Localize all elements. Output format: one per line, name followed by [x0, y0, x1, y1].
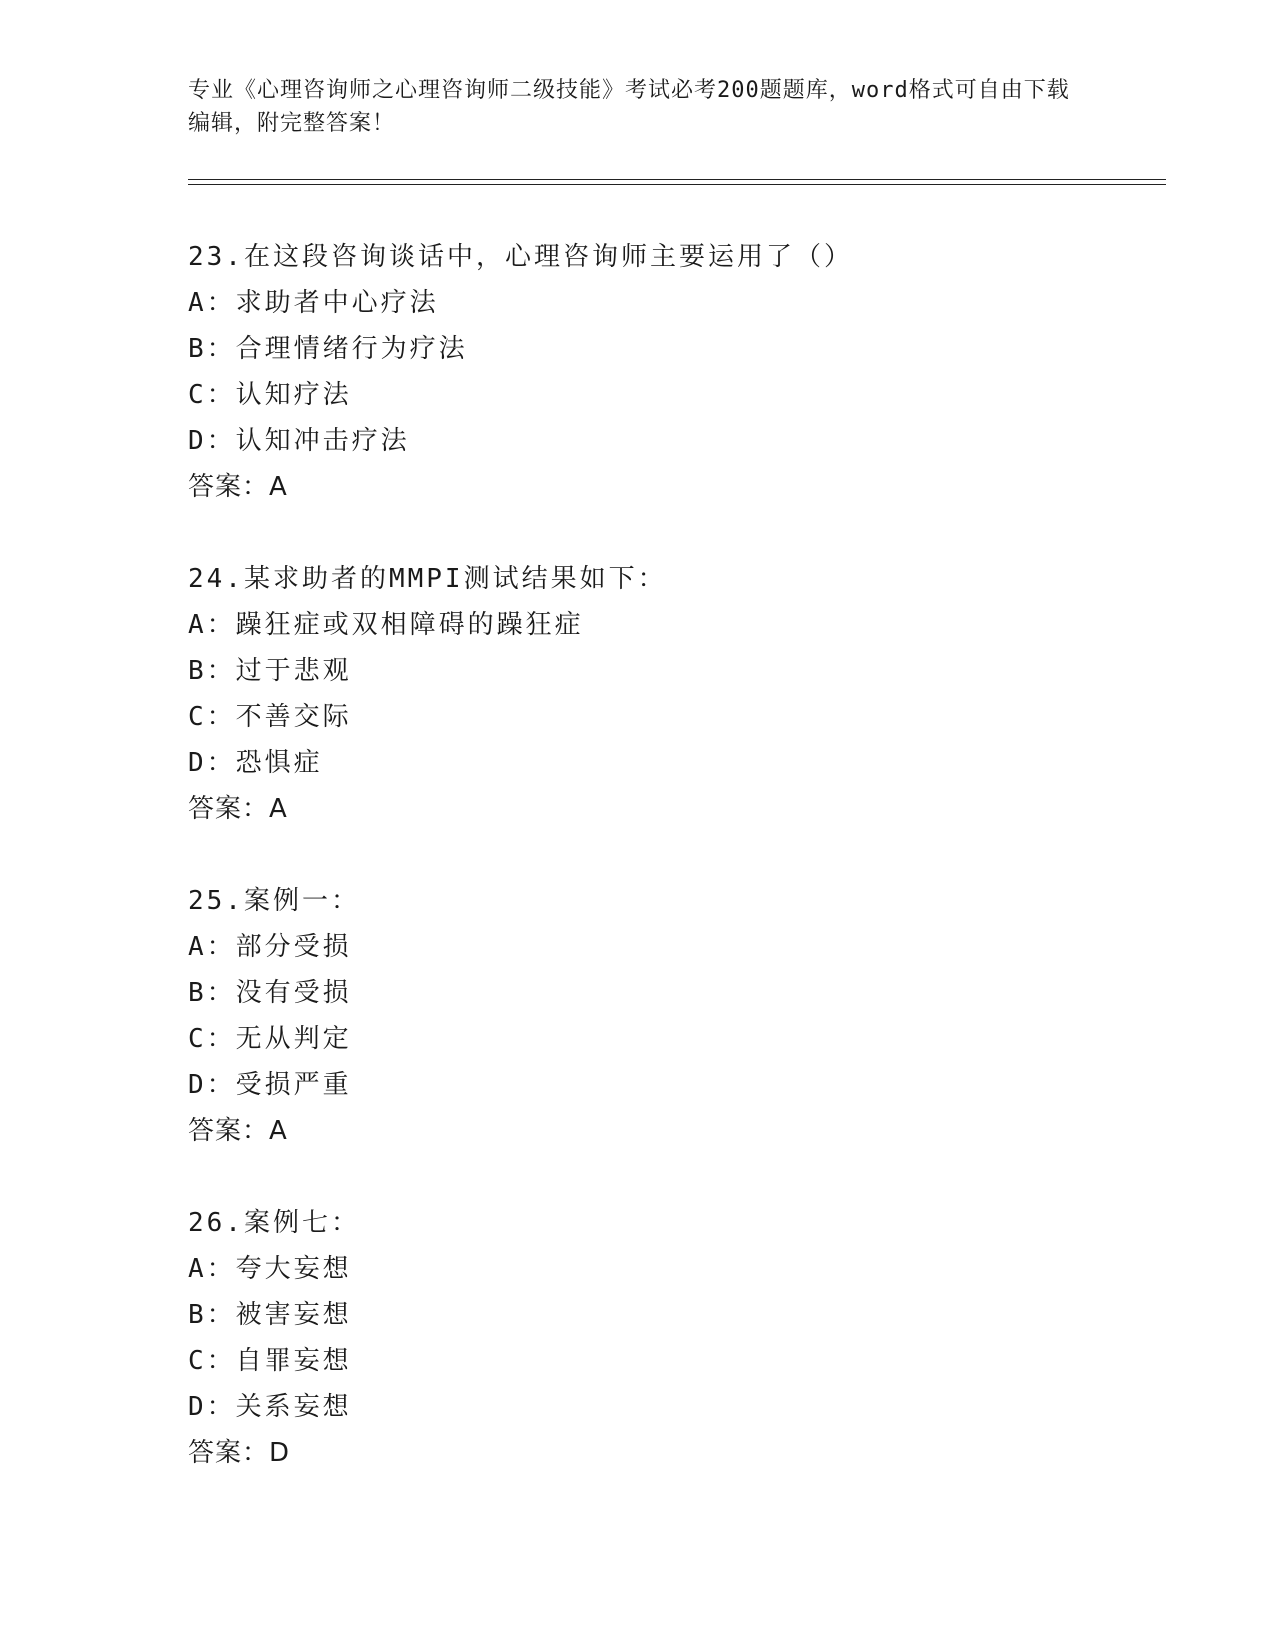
option-d: D：受损严重: [188, 1070, 352, 1100]
option-b: B：过于悲观: [188, 656, 352, 686]
document-intro: 专业《心理咨询师之心理咨询师二级技能》考试必考200题题库，word格式可自由下载编辑，附完整答案！: [188, 78, 1070, 136]
question-stem: 23.在这段咨询谈话中，心理咨询师主要运用了（）: [188, 242, 853, 272]
option-b: B：合理情绪行为疗法: [188, 334, 468, 364]
question-block: [188, 234, 853, 510]
option-a: A：求助者中心疗法: [188, 288, 439, 318]
option-c: C：不善交际: [188, 702, 352, 732]
option-c: C：无从判定: [188, 1024, 352, 1054]
option-b: B：被害妄想: [188, 1300, 352, 1330]
answer-line: 答案：D: [188, 1438, 291, 1468]
option-d: D：关系妄想: [188, 1392, 352, 1422]
option-a: A：躁狂症或双相障碍的躁狂症: [188, 610, 584, 640]
question-block: [188, 1200, 360, 1476]
option-c: C：自罪妄想: [188, 1346, 352, 1376]
answer-line: 答案：A: [188, 472, 288, 502]
header-divider-bottom: [188, 184, 1166, 185]
option-d: D：认知冲击疗法: [188, 426, 410, 456]
option-a: A：夸大妄想: [188, 1254, 352, 1284]
option-c: C：认知疗法: [188, 380, 352, 410]
question-block: [188, 878, 360, 1154]
question-block: [188, 556, 667, 832]
answer-line: 答案：A: [188, 794, 288, 824]
question-stem: 24.某求助者的MMPI测试结果如下：: [188, 564, 667, 594]
question-stem: 26.案例七：: [188, 1208, 360, 1238]
question-stem: 25.案例一：: [188, 886, 360, 916]
header-divider-top: [188, 179, 1166, 180]
answer-line: 答案：A: [188, 1116, 288, 1146]
option-d: D：恐惧症: [188, 748, 323, 778]
option-b: B：没有受损: [188, 978, 352, 1008]
option-a: A：部分受损: [188, 932, 352, 962]
